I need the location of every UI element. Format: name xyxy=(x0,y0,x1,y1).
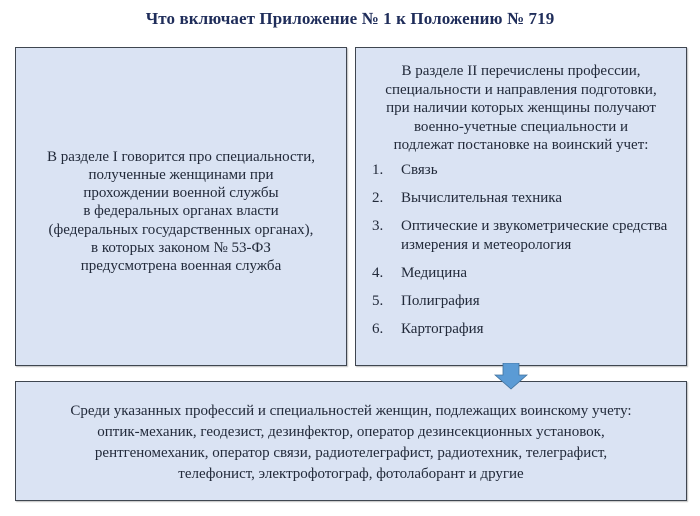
profession-list xyxy=(362,161,680,339)
list-item-number: 1. xyxy=(372,161,384,178)
summary-text xyxy=(60,401,641,485)
list-item-label: Полиграфия xyxy=(401,292,480,309)
profession-list-item xyxy=(372,320,680,339)
profession-list-item xyxy=(372,161,680,180)
section-one-text xyxy=(39,148,323,275)
section-one-line: предусмотрена военная служба xyxy=(80,258,282,274)
list-item-number: 4. xyxy=(372,264,384,281)
section-one-line: в федеральных органах власти xyxy=(83,203,279,220)
section-two-box xyxy=(355,47,687,366)
list-item-number: 6. xyxy=(372,320,384,337)
section-one-line: в которых законом № 53-ФЗ xyxy=(91,239,271,256)
section-one-line: полученные женщинами при xyxy=(88,166,274,183)
section-two-intro-line: В разделе II перечислены профессии, xyxy=(401,63,641,79)
arrow-down-icon xyxy=(494,363,528,390)
list-item-label: Связь xyxy=(401,161,438,178)
section-two-intro-line: специальности и направления подготовки, xyxy=(385,81,657,98)
section-one-box xyxy=(15,47,347,366)
section-two-intro xyxy=(362,62,680,155)
section-one-line: (федеральных государственных органах), xyxy=(48,221,314,238)
summary-line: Среди указанных профессий и специальностей женщин, подлежащих воинскому учету: xyxy=(70,403,632,419)
summary-line: оптик-механик, геодезист, дезинфектор, оператор дезинсекционных установок, xyxy=(97,424,605,440)
section-two-intro-line: военно-учетные специальности и xyxy=(413,118,629,135)
list-item-number: 2. xyxy=(372,189,384,206)
section-two-intro-line: при наличии которых женщины получают xyxy=(386,100,656,116)
section-one-line: В разделе I говорится про специальности, xyxy=(46,148,315,165)
list-item-label: Вычислительная техника xyxy=(401,189,562,206)
list-item-label: Медицина xyxy=(401,264,467,281)
profession-list-item xyxy=(372,217,680,255)
summary-box xyxy=(15,381,687,501)
list-item-label: Картография xyxy=(401,320,484,337)
summary-line: рентгеномеханик, оператор связи, радиотелеграфист, радиотехник, телеграфист, xyxy=(94,445,608,461)
list-item-label: Оптические и звукометрические средства измерения и метеорология xyxy=(401,217,668,253)
page-title: Что включает Приложение № 1 к Положению № 719 xyxy=(145,9,555,28)
section-two-intro-line: подлежат постановке на воинский учет: xyxy=(393,137,649,153)
summary-line: телефонист, электрофотограф, фотолаборант и другие xyxy=(178,466,524,482)
section-one-line: прохождении военной службы xyxy=(83,185,279,202)
profession-list-item xyxy=(372,189,680,208)
list-item-number: 3. xyxy=(372,217,384,234)
list-item-number: 5. xyxy=(372,292,384,309)
profession-list-item xyxy=(372,264,680,283)
profession-list-item xyxy=(372,292,680,311)
